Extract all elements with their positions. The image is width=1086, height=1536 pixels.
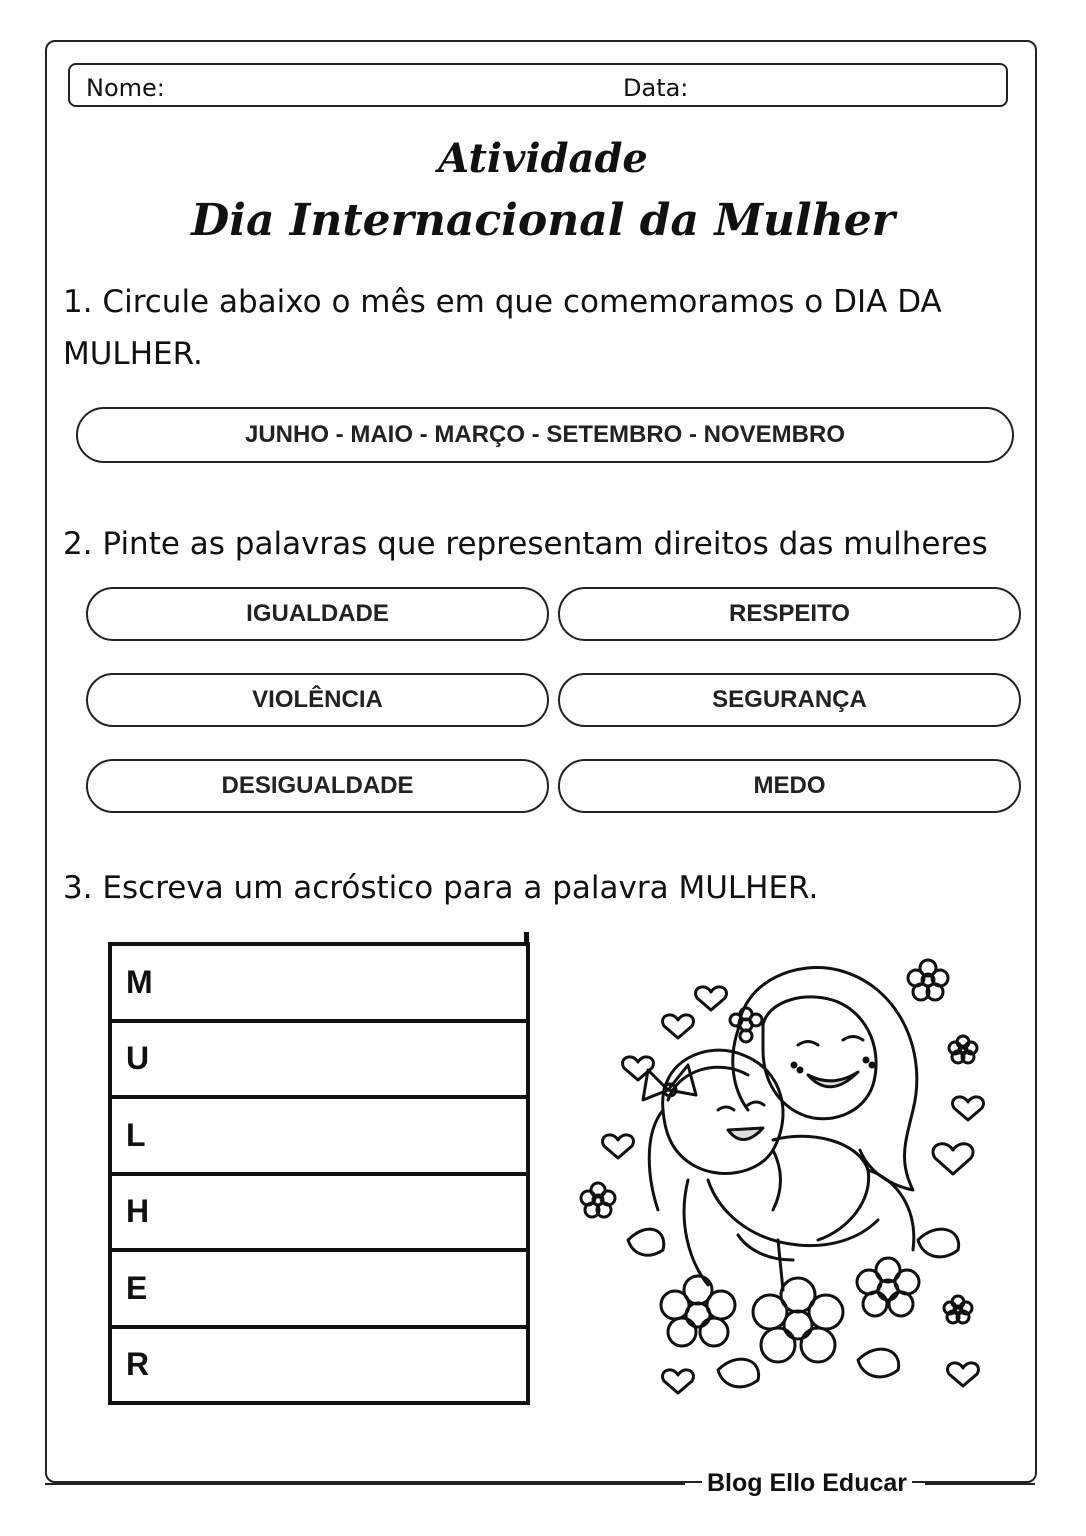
question-1: 1. Circule abaixo o mês em que comemoramos o DIA DA MULHER. bbox=[63, 284, 942, 372]
acrostic-row[interactable] bbox=[112, 1329, 526, 1406]
acrostic-row[interactable] bbox=[112, 1023, 526, 1100]
word-pill: MEDO bbox=[558, 759, 1021, 813]
date-label: Data: bbox=[623, 74, 689, 102]
question-2: 2. Pinte as palavras que representam direitos das mulheres bbox=[63, 526, 988, 562]
name-label: Nome: bbox=[86, 74, 165, 102]
acrostic-table bbox=[108, 942, 530, 1405]
acrostic-row[interactable] bbox=[112, 1252, 526, 1329]
mother-daughter-illustration bbox=[568, 940, 1008, 1410]
word-pill: VIOLÊNCIA bbox=[86, 673, 549, 727]
acrostic-letter: R bbox=[126, 1346, 150, 1383]
word-pill: IGUALDADE bbox=[86, 587, 549, 641]
word-pill: SEGURANÇA bbox=[558, 673, 1021, 727]
month-options: JUNHO - MAIO - MARÇO - SETEMBRO - NOVEMBRO bbox=[76, 407, 1014, 463]
name-date-bar bbox=[68, 63, 1008, 107]
footer-credit: Blog Ello Educar bbox=[702, 1469, 912, 1498]
word-pill: RESPEITO bbox=[558, 587, 1021, 641]
acrostic-letter: E bbox=[126, 1269, 148, 1306]
footer-rule-right bbox=[925, 1483, 1035, 1485]
word-pill: DESIGUALDADE bbox=[86, 759, 549, 813]
acrostic-letter: M bbox=[126, 963, 153, 1000]
question-3: 3. Escreva um acróstico para a palavra MULHER. bbox=[63, 870, 819, 906]
acrostic-letter: L bbox=[126, 1116, 146, 1153]
title-line-2: Dia Internacional da Mulher bbox=[191, 195, 895, 246]
acrostic-row[interactable] bbox=[112, 1099, 526, 1176]
acrostic-letter: H bbox=[126, 1193, 150, 1230]
footer-rule-left bbox=[45, 1483, 685, 1485]
acrostic-row[interactable] bbox=[112, 946, 526, 1023]
acrostic-row[interactable] bbox=[112, 1176, 526, 1253]
acrostic-letter: U bbox=[126, 1040, 150, 1077]
title-line-1: Atividade bbox=[438, 135, 648, 182]
